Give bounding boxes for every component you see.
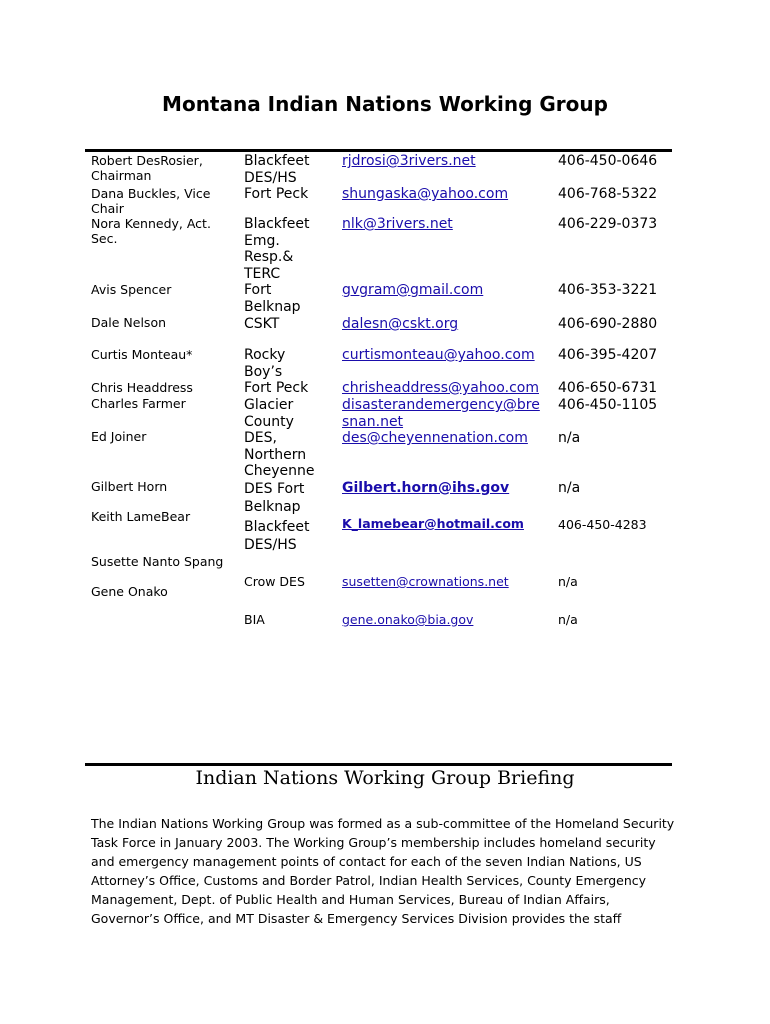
page-title: Montana Indian Nations Working Group (162, 92, 608, 116)
table-top-rule (85, 149, 672, 152)
contact-email-link[interactable]: des@cheyennenation.com (342, 430, 528, 446)
contact-phone: 406-450-1105 (558, 397, 658, 413)
contact-email-link[interactable]: nlk@3rivers.net (342, 216, 453, 232)
contact-phone: 406-353-3221 (558, 282, 658, 298)
contact-email-link[interactable]: dalesn@cskt.org (342, 316, 459, 332)
contact-phone: 406-450-4283 (558, 517, 647, 532)
contact-phone: 406-690-2880 (558, 316, 658, 332)
contact-name: Gilbert Horn (91, 479, 168, 494)
contact-email-link[interactable]: curtismonteau@yahoo.com (342, 347, 535, 363)
contact-name: Dana Buckles, Vice Chair (91, 186, 211, 216)
contact-email-link[interactable]: disasterandemergency@bre snan.net (342, 397, 540, 430)
contact-phone: 406-450-0646 (558, 153, 658, 169)
contact-organization: Rocky Boy’s (244, 347, 286, 380)
contact-name: Chris Headdress (91, 380, 193, 395)
contact-name: Avis Spencer (91, 282, 172, 297)
contact-organization: Blackfeet DES/HS (244, 519, 310, 553)
contact-name: Susette Nanto Spang (91, 554, 224, 569)
contact-phone: 406-229-0373 (558, 216, 658, 232)
contact-email-link[interactable]: Gilbert.horn@ihs.gov (342, 480, 510, 496)
contact-email-link[interactable]: chrisheaddress@yahoo.com (342, 380, 539, 396)
contact-phone: n/a (558, 480, 581, 496)
contact-name: Curtis Monteau* (91, 347, 193, 362)
contact-phone: 406-768-5322 (558, 186, 658, 202)
contact-organization: Fort Peck (244, 380, 309, 396)
contact-organization: CSKT (244, 316, 280, 332)
contact-organization: DES Fort Belknap (244, 481, 305, 515)
contact-name: Ed Joiner (91, 429, 147, 444)
contact-email-link[interactable]: shungaska@yahoo.com (342, 186, 509, 202)
contact-name: Robert DesRosier, Chairman (91, 153, 203, 183)
contact-phone: n/a (558, 430, 581, 446)
contact-organization: Fort Belknap (244, 282, 301, 315)
contact-email-link[interactable]: K_lamebear@hotmail.com (342, 516, 524, 531)
contact-organization: Fort Peck (244, 186, 309, 202)
contact-organization: Glacier County (244, 397, 294, 430)
briefing-paragraph: The Indian Nations Working Group was formed as a sub-committee of the Homeland Security Task Force in January 2003. The Working Group’s membership includes homeland security and emergency management points of contact for each of the seven Indian Nations, US Attorney’s Office, Customs and Border Patrol, Indian Health Services, County Emergency Management, Dept. of Public Health and Human Services, Bureau of Indian Affairs, Governor’s Office, and MT Disaster & Emergency Services Division provides the staff (91, 816, 675, 926)
contact-name: Gene Onako (91, 584, 168, 599)
contact-organization: BIA (244, 612, 265, 627)
contact-email-link[interactable]: rjdrosi@3rivers.net (342, 153, 476, 169)
contact-organization: Blackfeet DES/HS (244, 153, 310, 186)
contact-email-link[interactable]: susetten@crownations.net (342, 574, 509, 589)
contact-organization: DES, Northern Cheyenne (244, 430, 315, 479)
briefing-top-rule (85, 763, 672, 766)
contact-organization: Crow DES (244, 574, 305, 589)
contact-email-link[interactable]: gene.onako@bia.gov (342, 612, 474, 627)
contact-name: Charles Farmer (91, 396, 186, 411)
contact-email-link[interactable]: gvgram@gmail.com (342, 282, 484, 298)
contact-phone: 406-395-4207 (558, 347, 658, 363)
contact-phone: n/a (558, 612, 578, 627)
contact-phone: n/a (558, 574, 578, 589)
contact-organization: Blackfeet Emg. Resp.& TERC (244, 216, 310, 282)
briefing-title: Indian Nations Working Group Briefing (195, 767, 575, 789)
contact-name: Nora Kennedy, Act. Sec. (91, 216, 211, 246)
contact-phone: 406-650-6731 (558, 380, 658, 396)
contact-name: Keith LameBear (91, 509, 191, 524)
contact-name: Dale Nelson (91, 315, 167, 330)
